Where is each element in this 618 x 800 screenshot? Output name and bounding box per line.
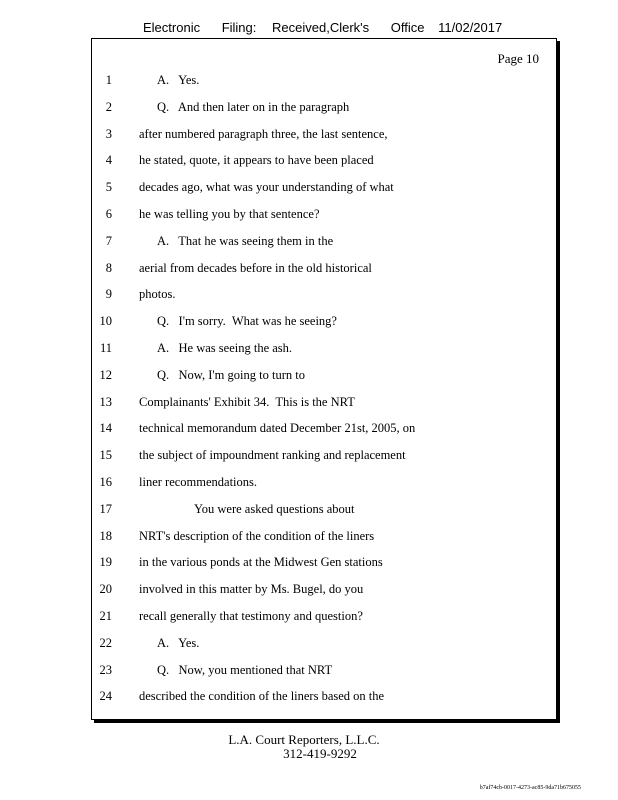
transcript-line <box>92 663 556 681</box>
transcript-line <box>92 314 556 332</box>
page-number: Page 10 <box>497 51 539 66</box>
transcript-line <box>92 261 556 279</box>
line-text: You were asked questions about <box>194 501 355 516</box>
line-number: 15 <box>99 448 112 463</box>
transcript-line <box>92 636 556 654</box>
header-electronic: Electronic <box>143 20 201 35</box>
transcript-line <box>92 555 556 573</box>
line-number: 3 <box>105 126 112 141</box>
line-text: recall generally that testimony and question? <box>139 609 363 623</box>
header-date: 11/02/2017 <box>438 20 503 35</box>
line-text: Q. Now, you mentioned that NRT <box>157 662 333 677</box>
header-filing: Filing: <box>221 20 257 35</box>
reporter-name: L.A. Court Reporters, L.L.C. <box>228 732 380 747</box>
line-text: NRT's description of the condition of the liners <box>139 528 375 543</box>
line-text: photos. <box>139 287 176 302</box>
transcript-line <box>92 287 556 305</box>
line-number: 11 <box>99 341 112 355</box>
line-number: 22 <box>99 635 112 650</box>
transcript-page <box>91 38 557 720</box>
reporter-phone: 312-419-9292 <box>283 746 357 761</box>
line-text: A. Yes. <box>157 73 200 87</box>
line-text: he stated, quote, it appears to have been placed <box>139 153 374 168</box>
line-text: Q. I'm sorry. What was he seeing? <box>157 314 337 329</box>
line-text: decades ago, what was your understanding of what <box>139 180 394 195</box>
header-office: Office <box>390 20 425 35</box>
line-number: 2 <box>105 99 112 114</box>
transcript-line <box>92 180 556 198</box>
transcript-line <box>92 395 556 413</box>
line-text: A. He was seeing the ash. <box>157 341 293 355</box>
line-text: after numbered paragraph three, the last sentence, <box>139 126 388 141</box>
line-text: A. That he was seeing them in the <box>157 233 334 248</box>
line-text: in the various ponds at the Midwest Gen stations <box>139 555 383 570</box>
line-number: 23 <box>99 662 112 677</box>
line-text: technical memorandum dated December 21st, 2005, on <box>139 421 416 436</box>
transcript-line <box>92 689 556 707</box>
transcript-line <box>92 207 556 225</box>
transcript-line <box>92 100 556 118</box>
line-number: 10 <box>99 314 112 329</box>
line-text: Complainants' Exhibit 34. This is the NRT <box>139 394 355 409</box>
line-number: 21 <box>99 609 112 623</box>
line-number: 17 <box>99 501 112 516</box>
line-number: 8 <box>105 260 112 275</box>
line-text: Q. Now, I'm going to turn to <box>157 367 305 382</box>
transcript-line <box>92 609 556 627</box>
line-number: 16 <box>99 475 112 489</box>
line-text: involved in this matter by Ms. Bugel, do you <box>139 582 364 597</box>
transcript-line <box>92 475 556 493</box>
line-number: 13 <box>99 394 112 409</box>
transcript-line <box>92 502 556 520</box>
line-number: 5 <box>105 180 112 195</box>
transcript-line <box>92 153 556 171</box>
document-hash: b7af74cb-0017-4273-ac85-9da71b675055 <box>479 785 581 791</box>
line-number: 9 <box>105 287 112 302</box>
line-text: liner recommendations. <box>139 475 258 489</box>
line-text: described the condition of the liners based on the <box>139 689 385 704</box>
line-text: A. Yes. <box>157 635 200 650</box>
transcript-line <box>92 582 556 600</box>
transcript-line <box>92 368 556 386</box>
line-number: 19 <box>99 555 112 570</box>
line-text: the subject of impoundment ranking and replacement <box>139 448 406 463</box>
transcript-line <box>92 529 556 547</box>
page-footer <box>0 733 618 761</box>
line-number: 7 <box>105 233 112 248</box>
line-text: Q. And then later on in the paragraph <box>157 99 350 114</box>
line-number: 20 <box>99 582 112 597</box>
filing-header <box>143 20 502 35</box>
transcript-line <box>92 341 556 359</box>
transcript-line <box>92 234 556 252</box>
line-text: aerial from decades before in the old historical <box>139 260 372 275</box>
line-number: 1 <box>105 73 112 87</box>
line-number: 14 <box>99 421 112 436</box>
transcript-line <box>92 127 556 145</box>
transcript-line <box>92 73 556 91</box>
line-text: he was telling you by that sentence? <box>139 207 320 221</box>
transcript-line <box>92 448 556 466</box>
line-number: 6 <box>105 207 112 221</box>
header-received: Received,Clerk's <box>272 20 370 35</box>
line-number: 24 <box>99 689 112 704</box>
line-number: 18 <box>99 528 112 543</box>
line-number: 12 <box>99 367 112 382</box>
line-number: 4 <box>105 153 112 168</box>
transcript-line <box>92 421 556 439</box>
